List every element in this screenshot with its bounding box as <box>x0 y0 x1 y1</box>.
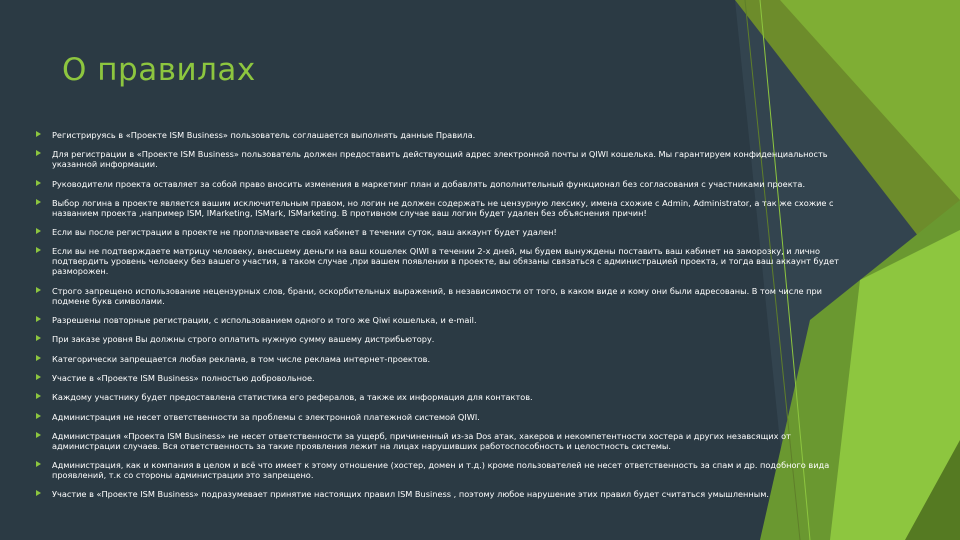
triangle-bullet-icon <box>36 199 41 205</box>
rule-text: Участие в «Проекте ISM Business» подразумевает принятие настоящих правил ISM Business , поэтому любое нарушение этих правил будет считаться умышленным. <box>52 489 769 500</box>
rule-text: Разрешены повторные регистрации, с использованием одного и того же Qiwi кошелька, и e-mail. <box>52 315 477 326</box>
list-item <box>36 431 846 451</box>
list-item <box>36 412 846 422</box>
list-item <box>36 179 846 189</box>
page-title: О правилах <box>62 52 256 88</box>
list-item <box>36 198 846 218</box>
rule-text: Строго запрещено использование нецензурных слов, брани, оскорбительных выражений, в независимости от того, в каком виде и кому они были адресованы. В том числе при подмене букв символами. <box>52 285 822 306</box>
triangle-bullet-icon <box>36 432 41 438</box>
rule-text: Участие в «Проекте ISM Business» полностью добровольное. <box>52 372 315 383</box>
list-item <box>36 354 846 364</box>
list-item <box>36 227 846 237</box>
triangle-bullet-icon <box>36 228 41 234</box>
triangle-bullet-icon <box>36 374 41 380</box>
triangle-bullet-icon <box>36 413 41 419</box>
rule-text: Если вы после регистрации в проекте не проплачиваете свой кабинет в течении суток, ваш аккаунт будет удален! <box>52 227 557 238</box>
list-item <box>36 149 846 169</box>
list-item <box>36 334 846 344</box>
rule-text: Администрация «Проекта ISM Business» не несет ответственности за ущерб, причиненный из-за Dos атак, хакеров и некомпетентности хостера и других незавсящих от администрации случаев. Вся ответственность за такие проявления лежит на лицах нарушивших работоспособность и целостность системы. <box>52 430 791 451</box>
list-item <box>36 373 846 383</box>
triangle-bullet-icon <box>36 180 41 186</box>
triangle-bullet-icon <box>36 393 41 399</box>
rule-text: Категорически запрещается любая реклама, в том числе реклама интернет-проектов. <box>52 353 431 364</box>
list-item <box>36 315 846 325</box>
rule-text: Руководители проекта оставляет за собой право вносить изменения в маркетинг план и добавлять дополнительный функционал без согласования с участниками проекта. <box>52 178 806 189</box>
list-item <box>36 460 846 480</box>
triangle-bullet-icon <box>36 490 41 496</box>
rule-text: Для регистрации в «Проекте ISM Business» пользователь должен предоставить действующий адрес электронной почты и QIWI кошелька. Мы гарантируем конфиденциальность указанной информации. <box>52 149 828 170</box>
rules-list <box>36 130 846 509</box>
rule-text: Каждому участнику будет предоставлена статистика его рефералов, а также их информация для контактов. <box>52 392 533 403</box>
rule-text: Если вы не подтверждаете матрицу человеку, внесшему деньги на ваш кошелек QIWI в течении 2-х дней, мы будем вынуждены поставить ваш кабинет на заморозку, и лично подтвердить уровень человеку без вашего участия, в таком случае ,при вашем появлении в проекте, вы обязаны связаться с администрацией проекта, и тогда ваш аккаунт будет разморожен. <box>52 246 839 277</box>
triangle-bullet-icon <box>36 131 41 137</box>
triangle-bullet-icon <box>36 335 41 341</box>
triangle-bullet-icon <box>36 355 41 361</box>
triangle-bullet-icon <box>36 247 41 253</box>
rule-text: Регистрируясь в «Проекте ISM Business» пользователь соглашается выполнять данные Правила. <box>52 130 476 140</box>
list-item <box>36 489 846 499</box>
list-item <box>36 130 846 140</box>
list-item <box>36 246 846 276</box>
rule-text: Администрация не несет ответственности за проблемы с электронной платежной системой QIWI. <box>52 411 480 422</box>
rule-text: Администрация, как и компания в целом и всё что имеет к этому отношение (хостер, домен и т.д.) кроме пользователей не несет ответственность за спам и др. подобного вида проявлений, т.к со стороны администрации это запрещено. <box>52 460 830 481</box>
triangle-bullet-icon <box>36 316 41 322</box>
rule-text: При заказе уровня Вы должны строго оплатить нужную сумму вашему дистрибьютору. <box>52 334 435 345</box>
triangle-bullet-icon <box>36 150 41 156</box>
rule-text: Выбор логина в проекте является вашим исключительным правом, но логин не должен содержать не цензурную лексику, имена схожие с Admin, Administrator, а так же схожие с названием проекта ,например ISM, IMarketing, ISMark, ISMarketing. В противном случае ваш логин будет удален без объяснения причин! <box>52 197 834 218</box>
list-item <box>36 392 846 402</box>
list-item <box>36 286 846 306</box>
triangle-bullet-icon <box>36 287 41 293</box>
triangle-bullet-icon <box>36 461 41 467</box>
